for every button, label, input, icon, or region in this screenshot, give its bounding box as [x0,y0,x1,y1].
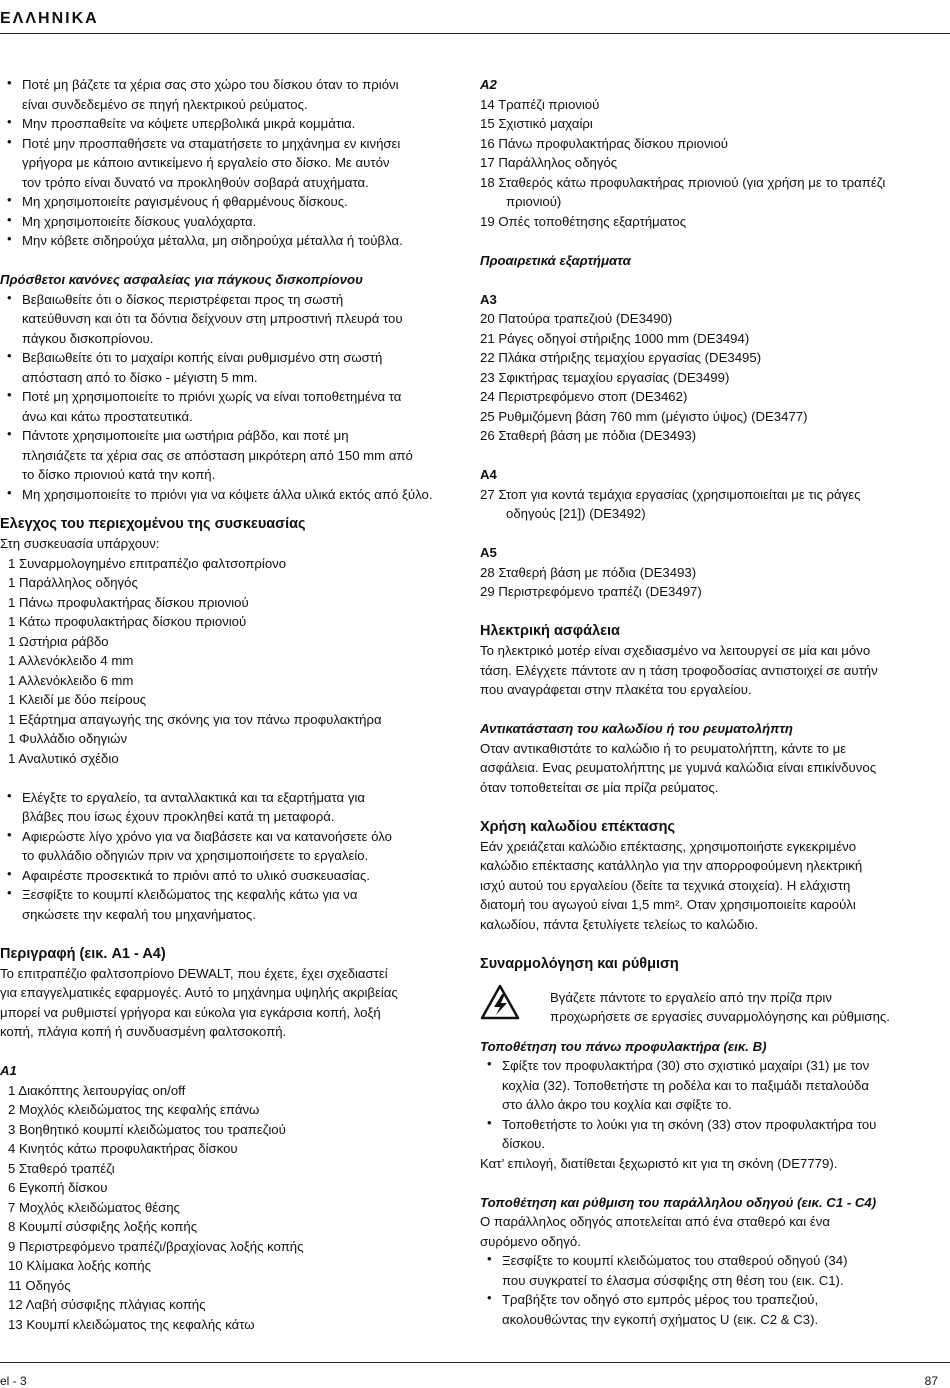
cable-replacement-title: Αντικατάσταση του καλωδίου ή του ρευματολήπτη [480,721,793,736]
bullet-item: • Βεβαιωθείτε ότι ο δίσκος περιστρέφεται προς τη σωστή κατεύθυνση και ότι τα δόντια δείχνουν στη μπροστινή πλευρά του πάγκου δισκοπρίονου. [0,290,460,349]
bullet-item: • Ποτέ μη βάζετε τα χέρια σας στο χώρο του δίσκου όταν το πριόνι είναι συνδεδεμένο σε πηγή ηλεκτρικού ρεύματος. [0,75,460,114]
list-item: 26 Σταθερή βάση με πόδια (DE3493) [480,428,697,443]
a3-label: A3 [480,291,497,307]
bullet-item: • Αφαιρέστε προσεκτικά το πριόνι από το υλικό συσκευασίας. [0,866,460,886]
list-item: 7 Μοχλός κλειδώματος θέσης [8,1199,180,1215]
list-item: 14 Τραπέζι πριονιού [480,96,600,112]
a3-list [480,309,940,446]
package-title: Ελεγχος του περιεχομένου της συσκευασίας [0,516,306,532]
right-column [480,75,940,1329]
list-item: 13 Κουμπί κλειδώματος της κεφαλής κάτω [8,1316,255,1332]
fence-text: Ο παράλληλος οδηγός αποτελείται από ένα σταθερό και ένα συρόμενο οδηγό. [480,1214,830,1249]
list-item: 23 Σφικτήρας τεμαχίου εργασίας (DE3499) [480,369,730,385]
a4-label: A4 [480,467,497,482]
list-item: 6 Εγκοπή δίσκου [8,1180,108,1195]
bullet-item: • Ξεσφίξτε το κουμπί κλειδώματος της κεφαλής κάτω για να σηκώσετε την κεφαλή του μηχανήματος. [0,885,460,924]
description-title: Περιγραφή (εικ. A1 - A4) [0,945,166,962]
list-item: 1 Εξάρτημα απαγωγής της σκόνης για τον πάνω προφυλακτήρα [8,711,382,727]
list-item: 8 Κουμπί σύσφιξης λοξής κοπής [8,1219,198,1234]
footer-rule [0,1362,950,1363]
description-text: Το επιτραπέζιο φαλτσοπρίονο DEWALT, που έχετε, έχει σχεδιαστεί για επαγγελματικές εφαρμογές. Αυτό το μηχάνημα υψηλής ακριβείας μπορεί να ρυθμιστεί γρήγορα και εύκολα για εγκάρσια κοπή, λοξή κοπή, πλάγια κοπή ή συνδυασμένη φαλτσοκοπή. [0,965,398,1039]
package-list [0,554,460,769]
list-item: 1 Αναλυτικό σχέδιο [8,750,119,766]
list-item: 29 Περιστρεφόμενο τραπέζι (DE3497) [480,584,702,599]
left-column [0,75,460,1334]
list-item: 1 Παράλληλος οδηγός [8,575,138,590]
a4-list [480,485,940,524]
list-item: 24 Περιστρεφόμενο στοπ (DE3462) [480,389,688,404]
list-item: 27 Στοπ για κοντά τεμάχια εργασίας (χρησιμοποιείται με τις ράγες οδηγούς [21]) (DE3492) [480,486,861,521]
page-header-language: ΕΛΛΗΝΙΚΑ [0,10,99,27]
list-item: 9 Περιστρεφόμενο τραπέζι/βραχίονας λοξής κοπής [8,1238,304,1254]
list-item: 3 Βοηθητικό κουμπί κλειδώματος του τραπεζιού [8,1121,286,1137]
list-item: 1 Διακόπτης λειτουργίας on/off [8,1082,186,1098]
list-item: 21 Ράγες οδηγοί στήριξης 1000 mm (DE3494) [480,330,750,346]
list-item: 12 Λαβή σύσφιξης πλάγιας κοπής [8,1297,206,1312]
a1-list [0,1081,460,1335]
list-item: 1 Αλλενόκλειδο 4 mm [8,653,134,668]
bullet-item: • Βεβαιωθείτε ότι το μαχαίρι κοπής είναι ρυθμισμένο στη σωστή απόσταση από το δίσκο - μέγιστη 5 mm. [0,348,460,387]
bullet-item: • Τοποθετήστε το λούκι για τη σκόνη (33) στον προφυλακτήρα του δίσκου. [480,1115,940,1154]
bullet-item: • Τραβήξτε τον οδηγό στο εμπρός μέρος του τραπεζιού, ακολουθώντας την εγκοπή σχήματος U (εικ. C2 & C3). [480,1290,940,1329]
footer-page-number: 87 [924,1374,938,1388]
list-item: 18 Σταθερός κάτω προφυλακτήρας πριονιού (για χρήση με το τραπέζι πριονιού) [480,174,886,209]
extra-rules [0,290,460,505]
list-item: 2 Μοχλός κλειδώματος της κεφαλής επάνω [8,1102,260,1117]
electric-safety-title: Ηλεκτρική ασφάλεια [480,623,620,639]
list-item: 1 Φυλλάδιο οδηγιών [8,731,128,746]
fence-bullets [480,1251,940,1329]
list-item: 5 Σταθερό τραπέζι [8,1160,115,1176]
assembly-title: Συναρμολόγηση και ρύθμιση [480,955,679,972]
check-bullets [0,788,460,925]
intro-bullets [0,75,460,251]
list-item: 4 Κινητός κάτω προφυλακτήρας δίσκου [8,1141,238,1156]
list-item: 1 Κάτω προφυλακτήρας δίσκου πριονιού [8,614,247,629]
a1-label: A1 [0,1063,17,1078]
bullet-item: • Μη χρησιμοποιείτε δίσκους γυαλόχαρτα. [0,212,460,232]
upper-guard-bullets [480,1056,940,1154]
list-item: 1 Κλειδί με δύο πείρους [8,692,147,707]
footer-page-code: el - 3 [0,1374,27,1388]
list-item: 17 Παράλληλος οδηγός [480,155,618,170]
assembly-warning: Βγάζετε πάντοτε το εργαλείο από την πρίζα πριν προχωρήσετε σε εργασίες συναρμολόγησης και ρύθμισης. [480,978,940,1027]
bullet-item: • Ξεσφίξτε το κουμπί κλειδώματος του σταθερού οδηγού (34) που συγκρατεί το έλασμα σύσφιξης στη θέση του (εικ. C1). [480,1251,940,1290]
list-item: 1 Αλλενόκλειδο 6 mm [8,672,134,688]
list-item: 1 Πάνω προφυλακτήρας δίσκου πριονιού [8,594,249,610]
electric-safety-text: Το ηλεκτρικό μοτέρ είναι σχεδιασμένο να λειτουργεί σε μία και μόνο τάση. Ελέγχετε πάντοτε αν η τάση τροφοδοσίας αντιστοιχεί σε αυτήν που αναγράφεται στην πλακέτα του εργαλείου. [480,643,878,697]
list-item: 20 Πατούρα τραπεζιού (DE3490) [480,311,673,326]
list-item: 28 Σταθερή βάση με πόδια (DE3493) [480,564,697,580]
list-item: 16 Πάνω προφυλακτήρας δίσκου πριονιού [480,135,729,151]
bullet-item: • Μην προσπαθείτε να κόψετε υπερβολικά μικρά κομμάτια. [0,114,460,134]
list-item: 22 Πλάκα στήριξης τεμαχίου εργασίας (DE3495) [480,350,762,365]
a2-label: A2 [480,77,497,92]
list-item: 19 Οπές τοποθέτησης εξαρτήματος [480,213,687,229]
a5-list [480,563,940,602]
extension-cable-title: Χρήση καλωδίου επέκτασης [480,818,676,835]
bullet-item: • Μη χρησιμοποιείτε το πριόνι για να κόψετε άλλα υλικά εκτός από ξύλο. [0,485,460,505]
a5-label: A5 [480,545,497,560]
bullet-item: • Ποτέ μη χρησιμοποιείτε το πριόνι χωρίς να είναι τοποθετημένα τα άνω και κάτω προστατευτικά. [0,387,460,426]
extra-rules-title: Πρόσθετοι κανόνες ασφαλείας για πάγκους δισκοπρίονου [0,272,363,287]
upper-guard-note: Κατ’ επιλογή, διατίθεται ξεχωριστό κιτ για τη σκόνη (DE7779). [480,1155,838,1171]
bullet-item: • Μη χρησιμοποιείτε ραγισμένους ή φθαρμένους δίσκους. [0,192,460,212]
list-item: 11 Οδηγός [8,1277,71,1293]
list-item: 1 Ωστήρια ράβδο [8,633,109,649]
cable-replacement-text: Οταν αντικαθιστάτε το καλώδιο ή το ρευματολήπτη, κάντε το με ασφάλεια. Ενας ρευματολήπτης με γυμνά καλώδια είναι επικίνδυνος όταν τοποθετείται σε μία πρίζα ρεύματος. [480,740,877,795]
fence-title: Τοποθέτηση και ρύθμιση του παράλληλου οδηγού (εικ. C1 - C4) [480,1194,877,1210]
package-intro: Στη συσκευασία υπάρχουν: [0,536,160,551]
extension-cable-text: Εάν χρειάζεται καλώδιο επέκτασης, χρησιμοποιήστε εγκεκριμένο καλώδιο επέκτασης κατάλληλο για την απορροφούμενη ηλεκτρική ισχύ αυτού του εργαλείου (δείτε τα τεχνικά στοιχεία). Η ελάχιστη διατομή του αγωγού είναι 1,5 mm². Οταν χρησιμοποιείτε καρούλι καλωδίου, πάντα ξετυλίγετε τελείως το καλώδιο. [480,838,863,932]
bullet-item: • Μην κόβετε σιδηρούχα μέταλλα, μη σιδηρούχα μέταλλα ή τούβλα. [0,231,460,251]
upper-guard-title: Τοποθέτηση του πάνω προφυλακτήρα (εικ. B) [480,1038,767,1054]
bullet-item: • Ελέγξτε το εργαλείο, τα ανταλλακτικά και τα εξαρτήματα για βλάβες που ίσως έχουν προκληθεί κατά τη μεταφορά. [0,788,460,827]
electric-hazard-icon [480,984,520,1020]
a2-list [480,95,940,232]
list-item: 10 Κλίμακα λοξής κοπής [8,1258,151,1273]
bullet-item: • Σφίξτε τον προφυλακτήρα (30) στο σχιστικό μαχαίρι (31) με τον κοχλία (32). Τοποθετήστε τη ροδέλα και το παξιμάδι πεταλούδα στο άλλο άκρο του κοχλία και σφίξτε το. [480,1056,940,1115]
optional-accessories-title: Προαιρετικά εξαρτήματα [480,252,631,268]
list-item: 25 Ρυθμιζόμενη βάση 760 mm (μέγιστο ύψος) (DE3477) [480,408,808,424]
list-item: 1 Συναρμολογημένο επιτραπέζιο φαλτσοπρίονο [8,555,287,571]
bullet-item: • Πάντοτε χρησιμοποιείτε μια ωστήρια ράβδο, και ποτέ μη πλησιάζετε τα χέρια σας σε απόσταση μικρότερη από 150 mm από το δίσκο πριονιού κατά την κοπή. [0,426,460,485]
bullet-item: • Ποτέ μην προσπαθήσετε να σταματήσετε το μηχάνημα εν κινήσει γρήγορα με κάποιο αντικείμενο ή εργαλείο στο δίσκο. Με αυτόν τον τρόπο είναι δυνατό να προκληθούν σοβαρά ατυχήματα. [0,134,460,193]
header-rule [0,33,950,34]
bullet-item: • Αφιερώστε λίγο χρόνο για να διαβάσετε και να κατανοήσετε όλο το φυλλάδιο οδηγιών πριν να χρησιμοποιήσετε το εργαλείο. [0,827,460,866]
list-item: 15 Σχιστικό μαχαίρι [480,116,593,131]
